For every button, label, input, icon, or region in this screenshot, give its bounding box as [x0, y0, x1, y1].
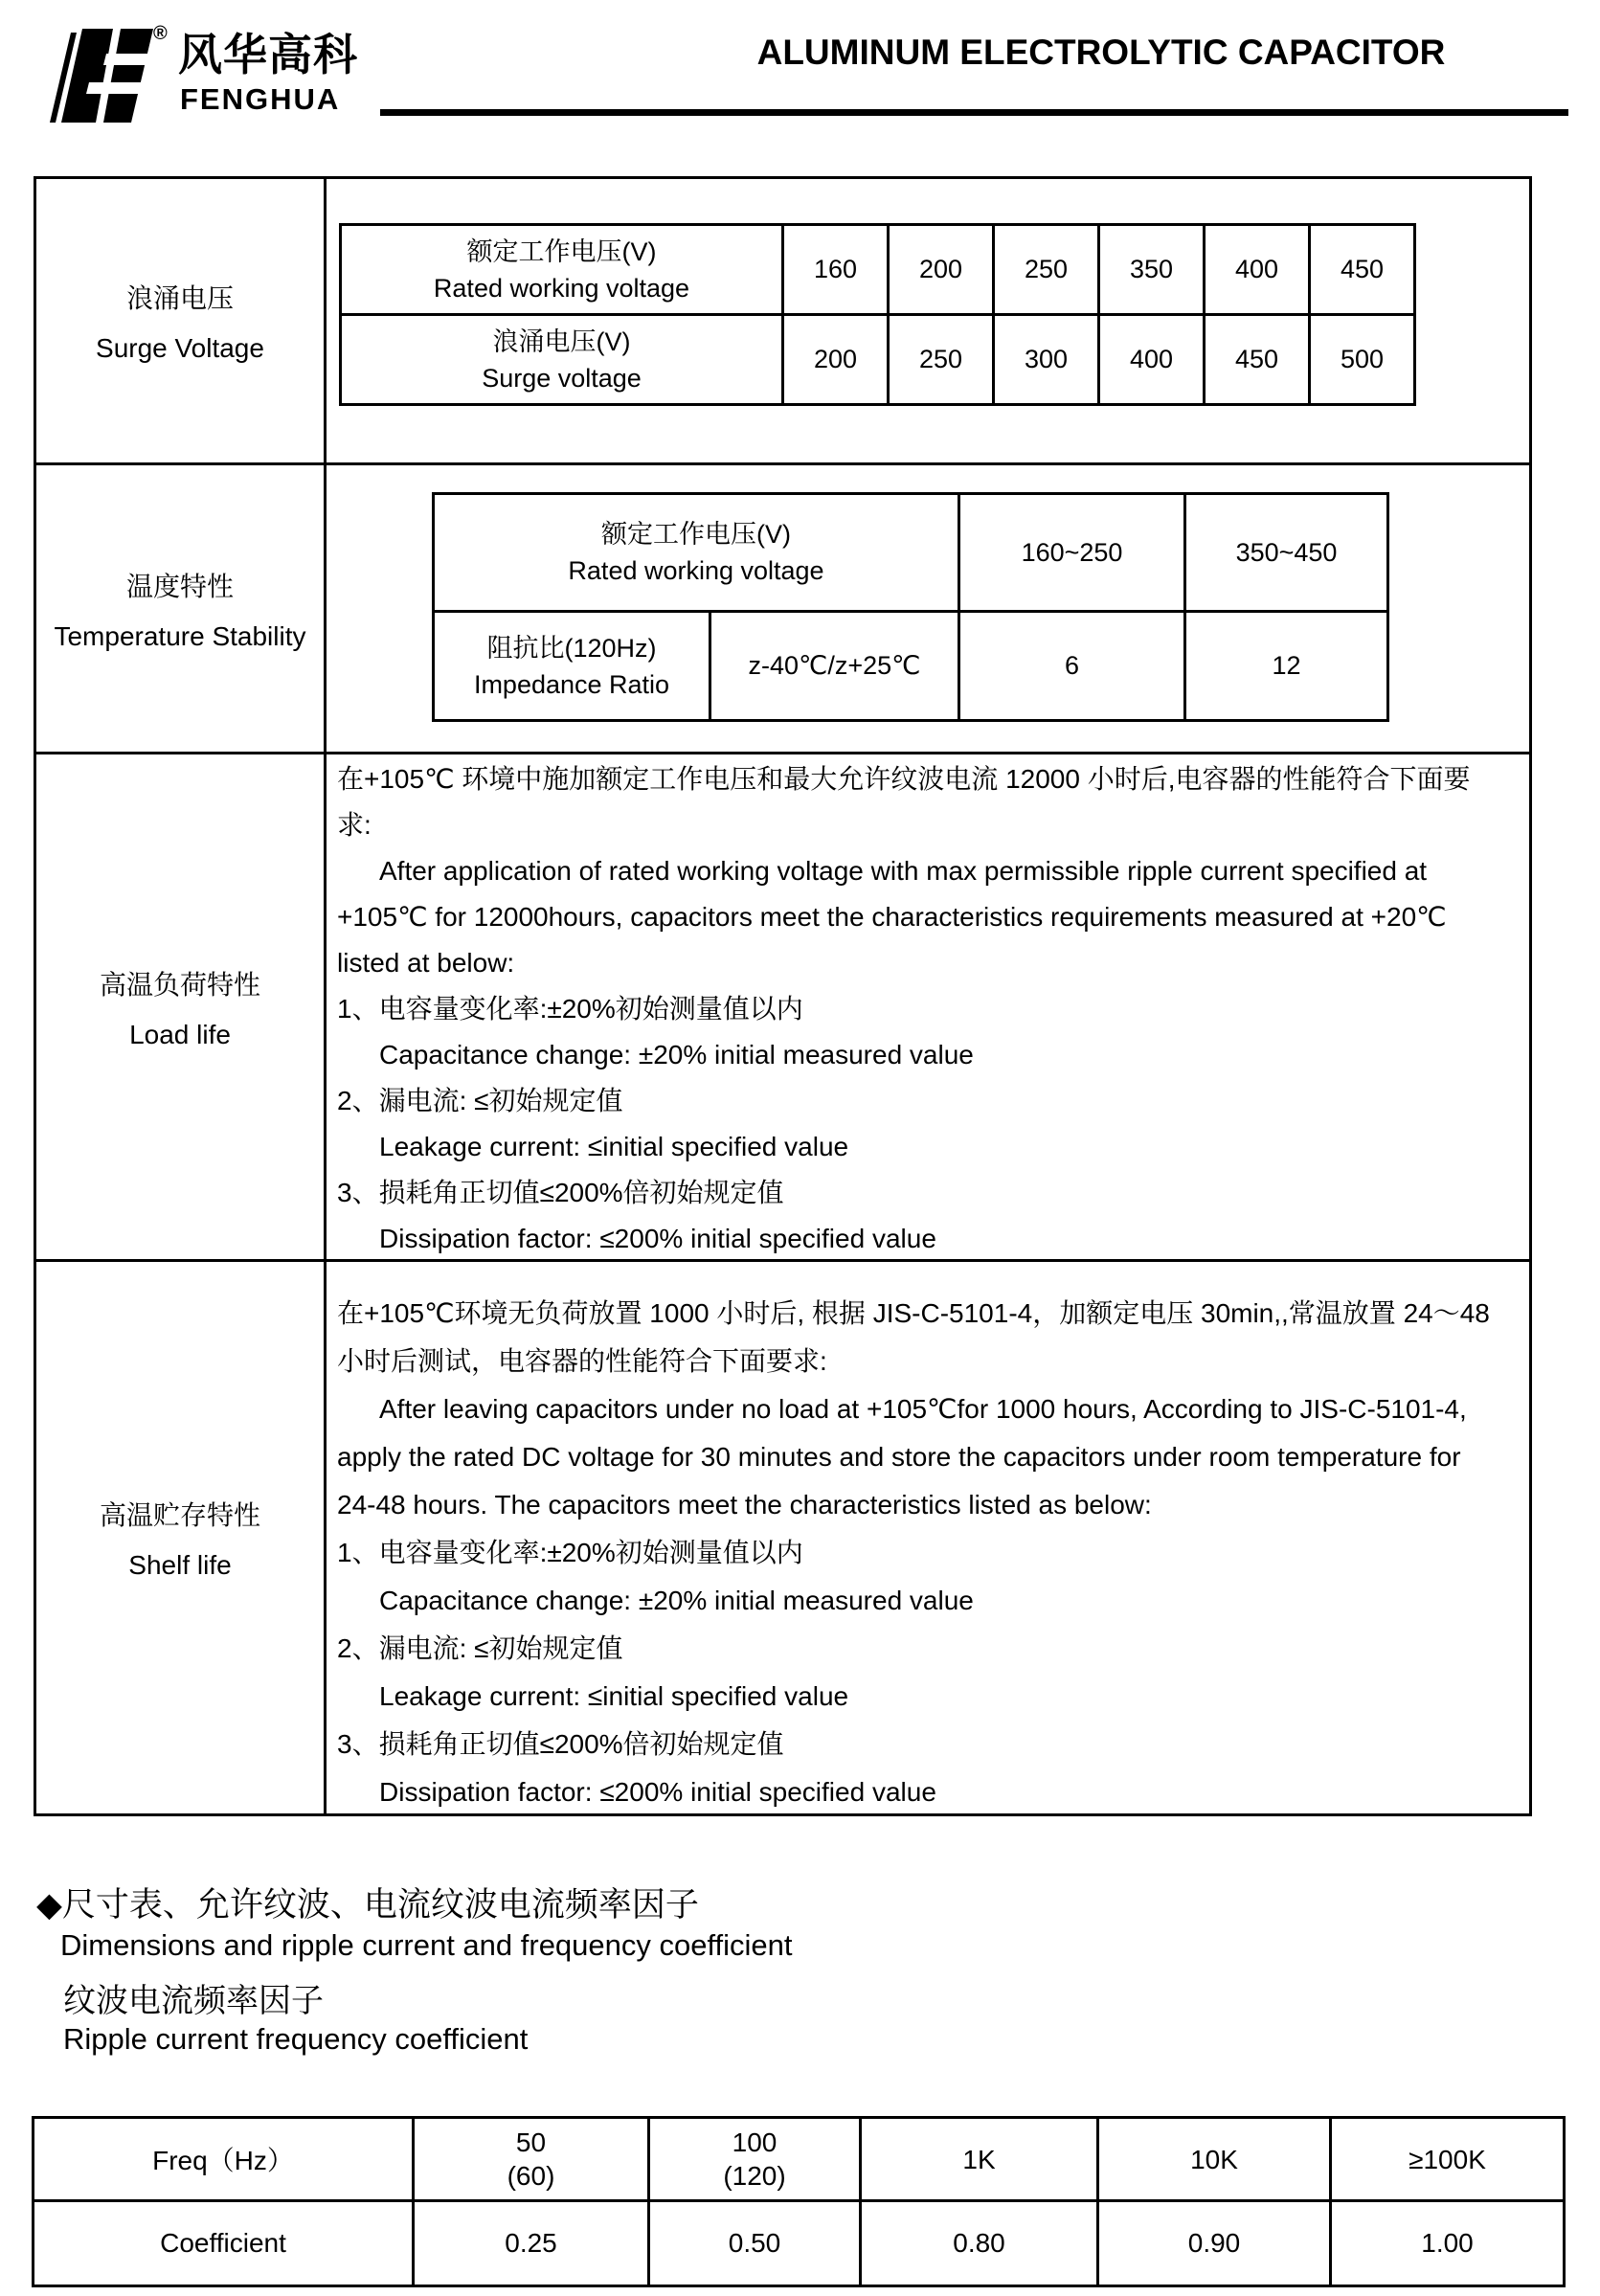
row-label-cn: 浪涌电压	[125, 283, 234, 313]
coefficient-row	[34, 2201, 1565, 2286]
voltage-range-cell: 350~450	[1185, 494, 1388, 612]
row-label-shelf-life	[36, 1262, 324, 1813]
rated-voltage-value: 200	[889, 225, 994, 315]
coefficient-value-cell: 0.90	[1098, 2201, 1331, 2286]
surge-voltage-value: 500	[1310, 315, 1415, 405]
rated-voltage-header-cell	[341, 225, 783, 315]
text-line: After application of rated working voltage with max permissible ripple current specified at	[379, 856, 1428, 886]
surge-voltage-value: 450	[1205, 315, 1310, 405]
freq-main: 50	[515, 2127, 547, 2157]
text-line: Leakage current: ≤initial specified value	[379, 1681, 849, 1711]
voltage-range-cell: 160~250	[959, 494, 1185, 612]
text-line: After leaving capacitors under no load at +105℃for 1000 hours, According to JIS-C-5101-4,	[379, 1394, 1467, 1424]
surge-voltage-header-cell	[341, 315, 783, 405]
brand-name-english: FENGHUA	[180, 82, 341, 116]
label-en: Impedance Ratio	[473, 669, 670, 699]
row-label-temperature-stability	[36, 465, 324, 752]
section-subheading-chinese: 纹波电流频率因子	[63, 1983, 324, 2019]
characteristics-table	[34, 176, 1532, 1816]
surge-voltage-value: 200	[783, 315, 889, 405]
header-cn: 额定工作电压(V)	[466, 236, 657, 266]
header-en: Surge voltage	[482, 363, 642, 393]
text-line: 2、漏电流: ≤初始规定值	[337, 1633, 623, 1663]
text-line: 2、漏电流: ≤初始规定值	[337, 1086, 623, 1115]
text-line: 1、电容量变化率:±20%初始测量值以内	[337, 994, 803, 1024]
fenghua-logo-icon	[36, 27, 153, 124]
freq-value-cell	[861, 2118, 1098, 2201]
impedance-ratio-label-cell	[434, 612, 710, 721]
rated-voltage-header-cell	[434, 494, 959, 612]
rated-voltage-value: 160	[783, 225, 889, 315]
surge-voltage-values-table	[339, 223, 1416, 406]
text-line: Capacitance change: ±20% initial measured value	[379, 1040, 974, 1069]
freq-main: 100	[732, 2127, 777, 2157]
text-line: 求:	[337, 810, 372, 840]
freq-sub: (120)	[723, 2161, 786, 2191]
surge-voltage-value: 250	[889, 315, 994, 405]
rated-voltage-row	[341, 225, 1415, 315]
coefficient-value-cell: 0.50	[649, 2201, 861, 2286]
impedance-ratio-row	[434, 612, 1388, 721]
rated-voltage-value: 350	[1099, 225, 1205, 315]
text-line: listed at below:	[337, 948, 515, 978]
text-line: 在+105℃环境无负荷放置 1000 小时后, 根据 JIS-C-5101-4，加额定电压 30min,,常温放置 24～48	[337, 1298, 1490, 1328]
rated-voltage-value: 400	[1205, 225, 1310, 315]
header-divider	[380, 109, 1568, 116]
text-line: Leakage current: ≤initial specified value	[379, 1132, 849, 1161]
text-line: 在+105℃ 环境中施加额定工作电压和最大允许纹波电流 12000 小时后,电容器的性能符合下面要	[337, 764, 1471, 794]
row-label-surge-voltage	[36, 179, 324, 462]
row-label-en: Temperature Stability	[54, 620, 306, 651]
freq-value-cell	[649, 2118, 861, 2201]
impedance-value-cell: 12	[1185, 612, 1388, 721]
surge-voltage-row	[341, 315, 1415, 405]
ripple-frequency-coefficient-table	[32, 2116, 1566, 2287]
row-label-en: Surge Voltage	[96, 333, 264, 363]
freq-main: 1K	[962, 2144, 996, 2174]
freq-sub: (60)	[507, 2161, 555, 2191]
header-cn: 额定工作电压(V)	[601, 520, 791, 549]
impedance-value-cell: 6	[959, 612, 1185, 721]
shelf-life-description	[337, 1290, 1528, 1816]
header-cn: 浪涌电压(V)	[492, 326, 631, 356]
brand-name-chinese: 风华高科	[178, 30, 358, 79]
row-label-cn: 温度特性	[125, 571, 234, 601]
text-line: +105℃ for 12000hours, capacitors meet the characteristics requirements measured at +20℃	[337, 902, 1447, 932]
registered-trademark-icon: ®	[153, 23, 168, 44]
page-title: ALUMINUM ELECTROLYTIC CAPACITOR	[756, 33, 1446, 72]
row-label-cn: 高温负荷特性	[99, 969, 260, 1000]
rated-voltage-value: 450	[1310, 225, 1415, 315]
coefficient-value-cell: 0.25	[414, 2201, 649, 2286]
text-line: apply the rated DC voltage for 30 minutes and store the capacitors under room temperature for	[337, 1442, 1461, 1472]
coefficient-value-cell: 1.00	[1331, 2201, 1565, 2286]
header-en: Rated working voltage	[568, 556, 824, 585]
text-line: Capacitance change: ±20% initial measured value	[379, 1586, 974, 1615]
freq-label-cell: Freq（Hz）	[34, 2118, 414, 2201]
row-label-en: Shelf life	[128, 1550, 232, 1580]
row-label-cn: 高温贮存特性	[99, 1500, 260, 1530]
header-en: Rated working voltage	[433, 273, 690, 303]
coefficient-value-cell: 0.80	[861, 2201, 1098, 2286]
surge-voltage-value: 400	[1099, 315, 1205, 405]
coefficient-label-cell: Coefficient	[34, 2201, 414, 2286]
temp-table-header-row	[434, 494, 1388, 612]
text-line: 3、损耗角正切值≤200%倍初始规定值	[337, 1178, 784, 1207]
row-label-en: Load life	[129, 1019, 231, 1049]
text-line: 1、电容量变化率:±20%初始测量值以内	[337, 1538, 803, 1567]
text-line: Dissipation factor: ≤200% initial specified value	[379, 1224, 936, 1253]
section-subheading-english: Ripple current frequency coefficient	[63, 2022, 529, 2056]
text-line: Dissipation factor: ≤200% initial specified value	[379, 1777, 936, 1807]
freq-value-cell	[1098, 2118, 1331, 2201]
surge-voltage-value: 300	[994, 315, 1099, 405]
rated-voltage-value: 250	[994, 225, 1099, 315]
text-line: 24-48 hours. The capacitors meet the characteristics listed as below:	[337, 1490, 1152, 1519]
text-line: 3、损耗角正切值≤200%倍初始规定值	[337, 1729, 784, 1759]
label-cn: 阻抗比(120Hz)	[486, 633, 657, 663]
text-line: 小时后测试，电容器的性能符合下面要求:	[337, 1346, 827, 1376]
freq-value-cell	[1331, 2118, 1565, 2201]
impedance-condition-cell: z-40℃/z+25℃	[710, 612, 959, 721]
section-heading-chinese: ◆尺寸表、允许纹波、电流纹波电流频率因子	[36, 1886, 699, 1924]
row-label-load-life	[36, 754, 324, 1259]
load-life-description	[337, 756, 1528, 1262]
freq-main: ≥100K	[1408, 2144, 1486, 2174]
impedance-ratio-table	[432, 492, 1389, 722]
freq-main: 10K	[1190, 2144, 1238, 2174]
table-column-divider	[324, 179, 327, 1813]
frequency-header-row	[34, 2118, 1565, 2201]
section-heading-english: Dimensions and ripple current and frequency coefficient	[60, 1928, 793, 1962]
freq-value-cell	[414, 2118, 649, 2201]
